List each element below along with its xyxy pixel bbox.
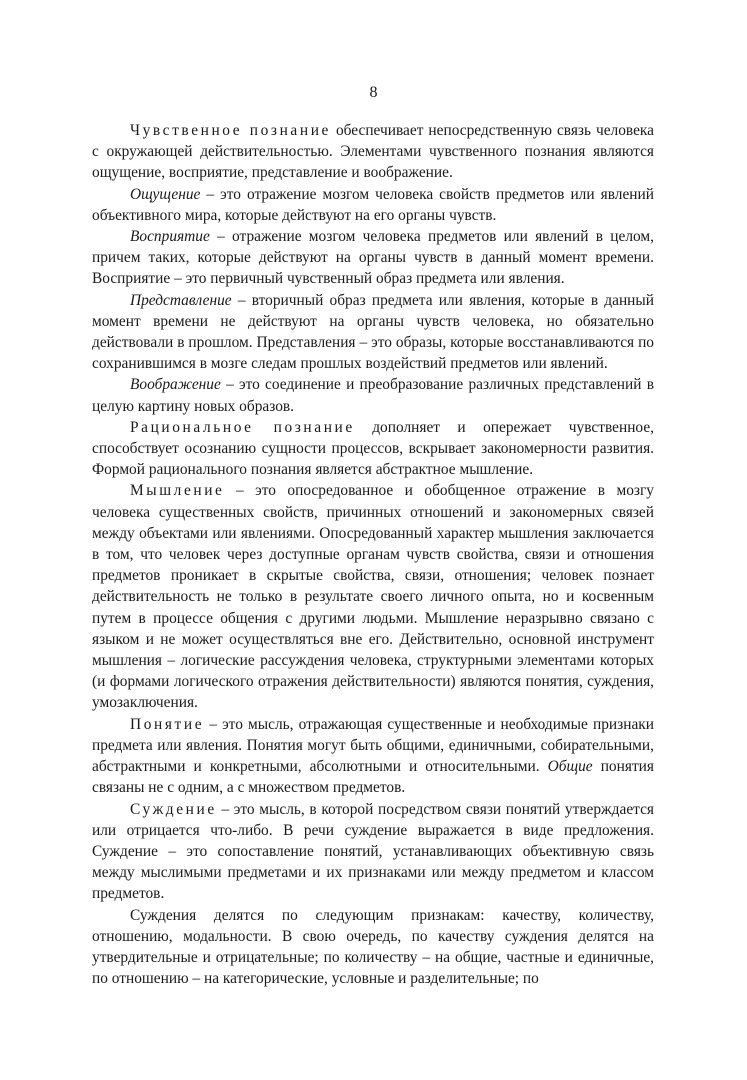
term-general: Общие: [547, 758, 593, 776]
paragraph-rational-cognition: [92, 417, 654, 481]
term-judgment: Суждение: [130, 800, 217, 818]
document-body: [92, 120, 654, 989]
paragraph-text: – это опосредованное и обобщенное отражение в мозгу человека существенных свойств, причинных отношений и закономерных связей между объектами или явлениями. Опосредованный характер мышления заключается в том, что человек через доступные органам чувств свойства, связи и отношения предметов проникает в скрытые свойства, связи, отношения; человек познает действительность не только в результате своего личного опыта, но и косвенным путем в процессе общения с другими людьми. Мышление неразрывно связано с языком и не может осуществляться вне его. Действительно, основной инструмент мышления – логические рассуждения человека, структурными элементами которых (и формами логического отражения действительности) являются понятия, суждения, умозаключения.: [92, 482, 654, 712]
paragraph-representation: [92, 290, 654, 375]
paragraph-judgment: [92, 799, 654, 905]
term-concept: Понятие: [130, 715, 205, 733]
paragraph-text: – отражение мозгом человека предметов или явлений в целом, причем таких, которые действуют на органы чувств в данный момент времени. Восприятие – это первичный чувственный образ предмета или явления.: [92, 228, 654, 288]
term-sensation: Ощущение: [130, 185, 201, 203]
paragraph-thinking: [92, 480, 654, 713]
page-number: 8: [369, 84, 378, 101]
paragraph-text-tail: понятия связаны не с одним, а с множеством предметов.: [92, 758, 654, 797]
paragraph-perception: [92, 226, 654, 290]
paragraph-imagination: [92, 374, 654, 416]
paragraph-text: – это мысль, отражающая существенные и необходимые признаки предмета или явления. Понятия могут быть общими, единичными, собирательными, абстрактными и конкретными, абсолютными и относительными.: [92, 715, 654, 776]
term-sensory-cognition: Чувственное познание: [130, 122, 331, 139]
paragraph-judgment-types: [92, 905, 654, 990]
term-thinking: Мышление: [130, 482, 225, 500]
term-imagination: Воображение: [130, 376, 221, 394]
paragraph-text: – это отражение мозгом человека свойств предметов или явлений объективного мира, которые действуют на его органы чувств.: [92, 185, 654, 224]
paragraph-text: обеспечивает непосредственную связь человека с окружающей действительностью. Элементами чувственного познания являются ощущение, восприятие, представление и воображение.: [92, 122, 655, 182]
paragraph-text: – вторичный образ предмета или явления, которые в данный момент времени не действуют на органы чувств человека, но обязательно действовали в прошлом. Представления – это образы, которые восстанавливаются по сохранившимся в мозге следам прошлых воздействий предметов или явлений.: [92, 291, 654, 373]
paragraph-text: – это мысль, в которой посредством связи понятий утверждается или отрицается что-либо. В речи суждение выражается в виде предложения. Суждение – это сопоставление понятий, устанавливающих объективную связь между мыслимыми предметами и их признаками или между предметом и классом предметов.: [92, 800, 654, 903]
paragraph-text: – это соединение и преобразование различных представлений в целую картину новых образов.: [92, 376, 654, 415]
paragraph-sensory-cognition: [92, 120, 654, 184]
paragraph-concept: [92, 714, 654, 799]
term-perception: Восприятие: [130, 228, 210, 246]
term-representation: Представление: [130, 291, 232, 309]
paragraph-text: Суждения делятся по следующим признакам: качеству, количеству, отношению, модальности. В свою очередь, по качеству суждения делятся на утвердительные и отрицательные; по количеству – на общие, частные и единичные, по отношению – на категорические, условные и разделительные; по: [92, 906, 654, 988]
term-rational-cognition: Рациональное познание: [130, 418, 355, 436]
paragraph-sensation: [92, 184, 654, 226]
paragraph-text: дополняет и опережает чувственное, способствует осознанию сущности процессов, вскрывает закономерности развития. Формой рационального познания является абстрактное мышление.: [92, 418, 654, 479]
